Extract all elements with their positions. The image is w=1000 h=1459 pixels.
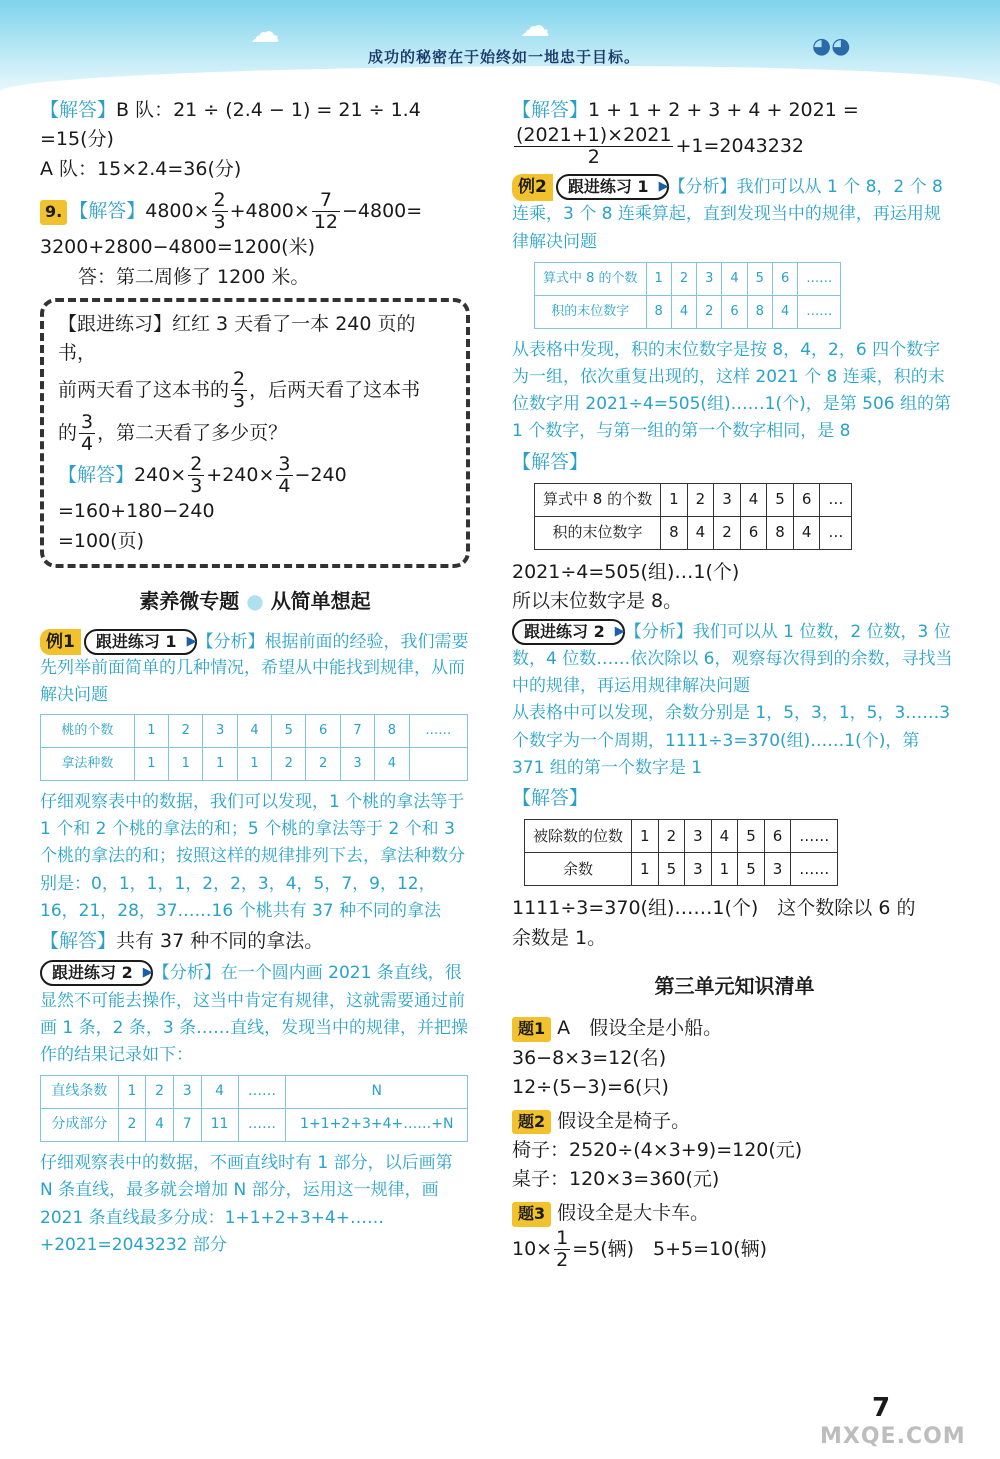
section-title — [40, 586, 470, 617]
table-cell: 5 — [272, 715, 306, 748]
table-cell: 直线条数 — [41, 1076, 119, 1109]
table-cell: 6 — [740, 516, 767, 549]
table-cell: …… — [409, 715, 467, 748]
table-cell: 3 — [173, 1076, 201, 1109]
answer-tag: 【解答】 — [40, 930, 117, 953]
answer-tag: 【解答】 — [58, 464, 135, 487]
analysis-text: 从表格中可以发现，余数分别是 1，5，3，1，5，3……3 个数字为一个周期，1111÷3=370(组)……1(个)，第 371 组的第一个数字是 1 — [512, 703, 951, 778]
denominator: 3 — [233, 389, 246, 412]
denominator: 2 — [587, 146, 600, 169]
table-cell: … — [820, 483, 852, 516]
table-cell: 4 — [740, 483, 767, 516]
table-cell: 3 — [764, 853, 791, 886]
follow-up-2-answer — [512, 894, 957, 953]
answer-tag: 【解答】 — [69, 200, 146, 223]
table-cell: N — [286, 1076, 468, 1109]
table-cell: 2 — [272, 748, 306, 781]
numerator: 2 — [213, 189, 226, 212]
table-cell: 1 — [646, 262, 671, 295]
example-badge: 例1 — [40, 629, 81, 655]
analysis-text: 在一个圆内画 2021 条直线，很显然不可能去操作，这当中肯定有规律，这就需要通过前画 1 条，2 条，3 条……直线，发现当中的规律，并把操作的结果记录如下： — [40, 963, 469, 1066]
question-badge: 题2 — [512, 1110, 551, 1135]
table-cell: 3 — [685, 853, 712, 886]
question-2 — [512, 1107, 957, 1195]
page-number: 7 — [872, 1393, 891, 1423]
box-line: =160+180−240 — [58, 500, 215, 523]
example-2-answer-tag — [512, 448, 957, 477]
table-cell: 4 — [722, 262, 747, 295]
answer-line: =15(分) — [40, 128, 114, 151]
answer-tag: 【解答】 — [512, 99, 589, 121]
table-cell: 7 — [340, 715, 374, 748]
numerator: 3 — [81, 410, 94, 433]
table-lines — [40, 1075, 468, 1142]
analysis-tag: 【分析】 — [624, 621, 693, 642]
follow-up-2-right — [512, 619, 957, 782]
expr-part: =5(辆) 5+5=10(辆) — [572, 1238, 768, 1261]
fraction — [276, 454, 292, 497]
example-1-explanation: 仔细观察表中的数据，我们可以发现，1 个桃的拿法等于 1 个和 2 个桃的拿法的和；5 个桃的拿法等于 2 个和 3 个桃的拿法的和；按照这样的规律排列下去，拿法种数分别是：0，1，1，1，2，2，3，4，5，7，9，12，16，21，28，37……16 个桃共有 37 种不同的拿法 — [40, 792, 465, 921]
table-row — [535, 262, 841, 295]
follow-up-box — [40, 298, 470, 568]
table-cell: …… — [238, 1109, 286, 1142]
table-cell: 8 — [646, 295, 671, 328]
question-number: 9. — [40, 200, 67, 225]
box-line: ，后两天看了这本书 — [249, 378, 421, 401]
answer-tag: 【解答】 — [512, 786, 589, 809]
fraction — [312, 190, 340, 233]
answer-line: +1=2043232 — [675, 135, 805, 158]
bird-icon: ◕◕ — [812, 34, 851, 59]
table-cell: 5 — [738, 853, 765, 886]
table-cell: …… — [791, 853, 838, 886]
table-cell: 6 — [772, 262, 797, 295]
example-1-answer — [40, 927, 470, 956]
table-cell: 4 — [772, 295, 797, 328]
left-column — [40, 96, 470, 1261]
table-cell: 4 — [671, 295, 696, 328]
box-line: 红红 3 天看了一本 240 页的书， — [58, 312, 416, 365]
table-cell: 1 — [134, 715, 168, 748]
answer-line: 椅子：2520÷(4×3+9)=120(元) — [512, 1139, 803, 1162]
table-cell: 3 — [340, 748, 374, 781]
table-cell: 算式中 8 的个数 — [535, 483, 661, 516]
numerator: 2 — [190, 453, 203, 476]
watermark: MXQE.COM — [820, 1424, 966, 1449]
table-cell: 2 — [146, 1076, 174, 1109]
table-cell: 5 — [747, 262, 772, 295]
table-cell: 1 — [661, 483, 688, 516]
follow-up-pill: 跟进练习 2 ▶ — [512, 619, 625, 645]
table-cell: 4 — [201, 1076, 238, 1109]
answer-line: 共有 37 种不同的拿法。 — [116, 930, 324, 953]
analysis-tag: 【分析】 — [152, 963, 221, 984]
answer-line: 桌子：120×3=360(元) — [512, 1168, 720, 1191]
table-cell: 1 — [632, 820, 659, 853]
fraction — [212, 190, 228, 233]
table-row — [525, 820, 838, 853]
answer-line: 1111÷3=370(组)……1(个) 这个数除以 6 的 — [512, 897, 916, 920]
answer-tag: 【解答】 — [40, 99, 117, 121]
header-motto: 成功的秘密在于始终如一地忠于目标。 — [367, 48, 640, 66]
table-peaches — [40, 714, 468, 781]
box-line: 的 — [58, 421, 78, 444]
table-cell: 余数 — [525, 853, 632, 886]
analysis-text: 我们可以从 1 位数，2 位数，3 位数，4 位数……依次除以 6，观察每次得到的余数，寻找当中的规律，再运用规律解决问题 — [512, 621, 953, 697]
question-3 — [512, 1199, 957, 1271]
question-text: 假设全是椅子。 — [557, 1109, 691, 1132]
table-row — [41, 1076, 468, 1109]
denominator: 3 — [213, 211, 226, 234]
answer-line: 12÷(5−3)=6(只) — [512, 1076, 669, 1099]
table-cell: 8 — [661, 516, 688, 549]
table-units-analysis — [534, 262, 841, 329]
section-title-main: 素养微专题 — [139, 589, 240, 614]
table-cell: 6 — [722, 295, 747, 328]
answer-line: 36−8×3=12(名) — [512, 1046, 667, 1069]
table-cell: 1+1+2+3+4+……+N — [286, 1109, 468, 1142]
table-row — [535, 516, 852, 549]
table-cell: 1 — [237, 748, 271, 781]
table-cell: …… — [798, 262, 841, 295]
expr-part: −240 — [294, 464, 347, 487]
cloud-icon: ☁ — [250, 15, 280, 50]
table-cell: 4 — [687, 516, 714, 549]
expr-part: −4800= — [342, 200, 423, 223]
expr-part: 10× — [512, 1238, 553, 1261]
table-cell: 算式中 8 的个数 — [535, 262, 647, 295]
cloud-icon: ☁ — [520, 9, 550, 44]
follow-up-pill: 跟进练习 2 ▶ — [40, 960, 153, 986]
table-cell: …… — [238, 1076, 286, 1109]
table-cell: 6 — [306, 715, 340, 748]
table-cell: 4 — [237, 715, 271, 748]
fraction — [554, 1228, 570, 1271]
fraction — [514, 125, 673, 168]
table-cell: 8 — [767, 516, 794, 549]
question-9 — [40, 190, 470, 292]
question-text: 假设全是大卡车。 — [557, 1201, 710, 1224]
numerator: 1 — [556, 1227, 569, 1250]
table-cell: 3 — [714, 483, 741, 516]
question-badge: 题3 — [512, 1202, 551, 1227]
table-cell: 3 — [697, 262, 722, 295]
analysis-tag: 【分析】 — [668, 177, 737, 198]
box-line: 前两天看了这本书的 — [58, 378, 230, 401]
box-line: =100(页) — [58, 529, 145, 552]
answer-block-1 — [40, 96, 470, 184]
table-cell: 2 — [306, 748, 340, 781]
example-2 — [512, 174, 957, 256]
table-cell: 5 — [767, 483, 794, 516]
table-cell: 1 — [632, 853, 659, 886]
denominator: 4 — [278, 475, 291, 498]
analysis-tag: 【分析】 — [196, 632, 265, 653]
analysis-text: 我们可以从 1 个 8，2 个 8 连乘，3 个 8 连乘算起，直到发现当中的规律，再运用规律解决问题 — [512, 177, 943, 252]
table-cell: 2 — [169, 715, 203, 748]
table-cell: 1 — [711, 853, 738, 886]
table-cell: 4 — [711, 820, 738, 853]
table-cell: 积的末位数字 — [535, 516, 661, 549]
table-cell: 桃的个数 — [41, 715, 135, 748]
table-row — [41, 715, 468, 748]
question-badge: 题1 — [512, 1017, 551, 1042]
section-title-sub: 从简单想起 — [270, 589, 371, 614]
table-cell: 11 — [201, 1109, 238, 1142]
table-cell: 7 — [173, 1109, 201, 1142]
page-header — [0, 0, 1000, 92]
table-row — [535, 483, 852, 516]
section-dot-icon: ● — [246, 589, 264, 614]
table-cell: 分成部分 — [41, 1109, 119, 1142]
follow-up-pill: 跟进练习 1 ▶ — [556, 174, 669, 200]
table-cell: 2 — [687, 483, 714, 516]
numerator: 3 — [278, 453, 291, 476]
fraction — [188, 454, 204, 497]
table-cell: 1 — [134, 748, 168, 781]
example-2-explanation: 从表格中发现，积的末位数字是按 8，4，2，6 四个数字为一组，依次重复出现的，这样 2021 个 8 连乘，积的末位数字用 2021÷4=505(组)……1(个)，是第 506 组的第 1 个数字，与第一组的第一个数字相同，是 8 — [512, 339, 952, 442]
table-cell: 4 — [793, 516, 820, 549]
table-cell: …… — [791, 820, 838, 853]
numerator: 7 — [312, 190, 340, 212]
table-remainders — [524, 819, 838, 886]
table-cell: 拿法种数 — [41, 748, 135, 781]
table-cell: 1 — [203, 748, 237, 781]
table-cell: … — [820, 516, 852, 549]
question-1 — [512, 1014, 957, 1102]
table-cell: 6 — [793, 483, 820, 516]
fraction — [79, 412, 95, 455]
table-row — [41, 748, 468, 781]
denominator: 2 — [556, 1249, 569, 1272]
denominator: 3 — [190, 475, 203, 498]
follow-up-tag: 【跟进练习】 — [58, 312, 173, 335]
example-badge: 例2 — [512, 174, 553, 201]
table-cell: 6 — [764, 820, 791, 853]
expr-part: 4800× — [145, 200, 210, 223]
numerator: 2 — [233, 367, 246, 390]
denominator: 12 — [313, 211, 338, 234]
follow-up-2-explanation: 仔细观察表中的数据，不画直线时有 1 部分，以后画第 N 条直线，最多就会增加 N 部分，运用这一规律，画 2021 条直线最多分成：1+1+2+3+4+……+2021=2043232 部分 — [40, 1153, 453, 1255]
table-cell: 8 — [747, 295, 772, 328]
table-cell: 4 — [375, 748, 409, 781]
fraction — [231, 369, 247, 412]
header-wave — [0, 66, 1000, 92]
table-cell: 被除数的位数 — [525, 820, 632, 853]
table-cell: 3 — [203, 715, 237, 748]
example-2-answer — [512, 558, 957, 617]
unit-title: 第三单元知识清单 — [654, 974, 815, 999]
table-row — [535, 295, 841, 328]
answer-line: A 队：15×2.4=36(分) — [40, 157, 242, 180]
expr-part: +240× — [206, 464, 275, 487]
table-cell: …… — [798, 295, 841, 328]
table-cell: 5 — [738, 820, 765, 853]
denominator: 4 — [81, 432, 94, 455]
numerator: (2021+1)×2021 — [516, 124, 672, 147]
follow-up-2 — [40, 960, 470, 1069]
table-cell: 4 — [146, 1109, 174, 1142]
follow-up-pill: 跟进练习 1 ▶ — [84, 629, 197, 655]
table-cell: 8 — [375, 715, 409, 748]
answer-line: 2021÷4=505(组)…1(个) — [512, 560, 740, 583]
question-text: A 假设全是小船。 — [557, 1017, 723, 1040]
table-cell: 积的末位数字 — [535, 295, 647, 328]
answer-line: B 队：21 ÷ (2.4 − 1) = 21 ÷ 1.4 — [116, 99, 421, 121]
table-cell — [409, 748, 467, 781]
follow-up-2-answer-tag — [512, 784, 957, 813]
answer-line: 余数是 1。 — [512, 926, 607, 949]
table-cell: 2 — [671, 262, 696, 295]
table-cell: 2 — [658, 820, 685, 853]
answer-line: 答：第二周修了 1200 米。 — [78, 265, 310, 288]
table-row — [525, 853, 838, 886]
table-cell: 2 — [118, 1109, 146, 1142]
box-line: ，第二天看了多少页？ — [97, 421, 288, 444]
answer-line: 所以末位数字是 8。 — [512, 590, 683, 613]
table-cell: 2 — [714, 516, 741, 549]
example-1 — [40, 629, 470, 708]
right-column — [512, 96, 957, 1273]
table-cell: 3 — [685, 820, 712, 853]
table-row — [41, 1109, 468, 1142]
answer-tag: 【解答】 — [512, 450, 589, 473]
table-cell: 2 — [697, 295, 722, 328]
answer-sum — [512, 96, 957, 168]
expr-part: 240× — [134, 464, 187, 487]
table-cell: 1 — [169, 748, 203, 781]
answer-line: 1 + 1 + 2 + 3 + 4 + 2021 = — [588, 99, 859, 121]
table-units-answer — [534, 483, 852, 550]
expr-part: +4800× — [229, 200, 310, 223]
table-cell: 1 — [118, 1076, 146, 1109]
answer-line: 3200+2800−4800=1200(米) — [40, 236, 315, 259]
analysis-text: 根据前面的经验，我们需要先列举前面简单的几种情况，希望从中能找到规律，从而解决问题 — [40, 632, 469, 705]
table-cell: 5 — [658, 853, 685, 886]
